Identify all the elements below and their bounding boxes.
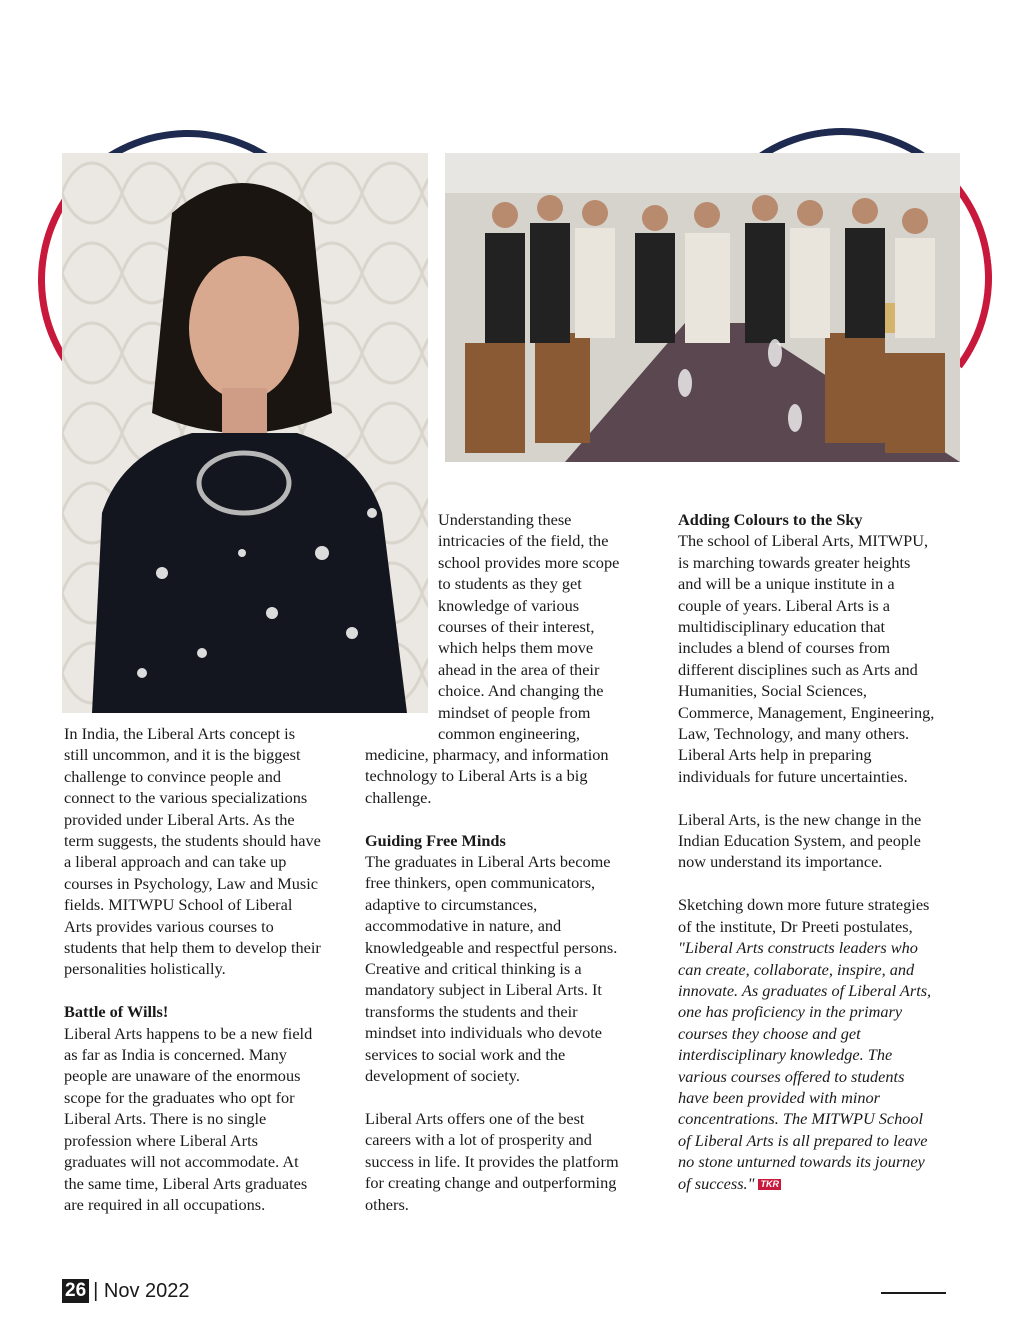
battle-paragraph: [64, 1023, 349, 1216]
text-line: Understanding these: [438, 510, 572, 529]
text-line: Humanities, Social Sciences,: [678, 681, 867, 701]
text-line: now understand its importance.: [678, 852, 883, 872]
text-line: Commerce, Management, Engineering,: [678, 702, 935, 722]
quote-line: of Liberal Arts is all prepared to leave: [678, 1130, 928, 1150]
column-2: [365, 744, 650, 1215]
text-line: Liberal Arts happens to be a new field: [64, 1023, 313, 1043]
page-number: 26: [62, 1279, 89, 1303]
text-line: scope for the graduates who opt for: [64, 1087, 295, 1107]
text-line: knowledgeable and respectful persons.: [365, 937, 618, 957]
quote-line: innovate. As graduates of Liberal Arts,: [678, 980, 932, 1000]
text-line: Arts provides various courses to: [64, 916, 274, 936]
text-line: accommodative in nature, and: [365, 916, 562, 936]
quote-line: concentrations. The MITWPU School: [678, 1109, 924, 1129]
text-line: challenge to convince people and: [64, 766, 281, 786]
text-line: The school of Liberal Arts, MITWPU,: [678, 531, 929, 551]
text-line: term suggests, the students should have: [64, 831, 321, 851]
text-line: In India, the Liberal Arts concept is: [64, 724, 296, 743]
text-line: mindset of people from: [438, 702, 591, 722]
text-line: which helps them move: [438, 638, 594, 658]
text-line: graduates will not accommodate. At: [64, 1152, 299, 1172]
text-line: adaptive to circumstances,: [365, 894, 538, 914]
intro-paragraph: [64, 723, 349, 980]
footer-rule: [881, 1292, 946, 1294]
text-line: Sketching down more future strategies: [678, 895, 930, 915]
pull-quote: [678, 937, 968, 1194]
quote-line: can create, collaborate, inspire, and: [678, 959, 915, 979]
text-line: includes a blend of courses from: [678, 638, 891, 658]
column-3: [678, 509, 968, 1194]
text-line: personalities holistically.: [64, 959, 226, 979]
text-line: Law, Technology, and many others.: [678, 724, 910, 744]
colours-paragraph: [678, 530, 968, 787]
text-line: careers with a lot of prosperity and: [365, 1130, 592, 1150]
text-line: to students as they get: [438, 574, 582, 594]
text-line: services to social work and the: [365, 1044, 566, 1064]
text-line: people are unaware of the enormous: [64, 1066, 301, 1086]
text-line: couple of years. Liberal Arts is a: [678, 595, 891, 615]
text-line: of the institute, Dr Preeti postulates,: [678, 916, 913, 936]
quote-line: various courses offered to students: [678, 1066, 905, 1086]
quote-line: courses they choose and get: [678, 1023, 861, 1043]
text-line: multidisciplinary education that: [678, 617, 886, 637]
text-line: provided under Liberal Arts. As the: [64, 809, 295, 829]
text-line: mandatory subject in Liberal Arts. It: [365, 980, 602, 1000]
text-line: common engineering,: [438, 724, 580, 744]
offers-paragraph: [365, 1108, 650, 1215]
text-line: as far as India is concerned. Many: [64, 1045, 287, 1065]
quote-line: of success.": [678, 1173, 755, 1193]
quote-line: have been provided with minor: [678, 1087, 880, 1107]
text-line: Liberal Arts offers one of the best: [365, 1108, 585, 1128]
guiding-paragraph: [365, 851, 650, 1086]
text-line: fields. MITWPU School of Liberal: [64, 895, 293, 915]
text-line: Creative and critical thinking is a: [365, 959, 582, 979]
text-line: school provides more scope: [438, 552, 620, 572]
text-line: development of society.: [365, 1066, 520, 1086]
text-line: others.: [365, 1194, 409, 1214]
text-line: a liberal approach and can take up: [64, 852, 287, 872]
text-line: courses of their interest,: [438, 617, 595, 637]
text-line: for creating change and outperforming: [365, 1173, 617, 1193]
quote-line: one has proficiency in the primary: [678, 1002, 903, 1022]
understanding-paragraph-wide: [365, 744, 650, 808]
text-line: choice. And changing the: [438, 681, 604, 701]
tkr-end-mark: TKR: [760, 1178, 779, 1189]
text-line: knowledge of various: [438, 595, 580, 615]
text-line: technology to Liberal Arts is a big: [365, 766, 588, 786]
understanding-paragraph-narrow: [438, 509, 653, 744]
text-line: Indian Education System, and people: [678, 831, 921, 851]
text-line: transforms the students and their: [365, 1001, 578, 1021]
page-footer: [62, 1278, 190, 1304]
text-line: challenge.: [365, 787, 432, 807]
section-heading-guiding-free-minds: Guiding Free Minds: [365, 830, 506, 850]
quote-last-line: [678, 1173, 968, 1194]
text-line: different disciplines such as Arts and: [678, 659, 918, 679]
portrait-photo: [62, 153, 428, 713]
text-line: Liberal Arts help in preparing: [678, 745, 872, 765]
sketching-paragraph: [678, 894, 968, 937]
text-line: individuals for future uncertainties.: [678, 766, 908, 786]
text-line: connect to the various specializations: [64, 788, 308, 808]
text-line: Liberal Arts. There is no single: [64, 1109, 267, 1129]
quote-line: interdisciplinary knowledge. The: [678, 1045, 893, 1065]
quote-line: "Liberal Arts constructs leaders who: [678, 938, 918, 958]
text-line: are required in all occupations.: [64, 1194, 266, 1214]
quote-line: no stone unturned towards its journey: [678, 1152, 925, 1172]
text-line: success in life. It provides the platform: [365, 1151, 619, 1171]
text-line: still uncommon, and it is the biggest: [64, 745, 301, 765]
text-line: students that help them to develop their: [64, 938, 321, 958]
text-line: is marching towards greater heights: [678, 552, 911, 572]
section-heading-battle-of-wills: Battle of Wills!: [64, 1002, 169, 1022]
issue-date: | Nov 2022: [93, 1279, 190, 1302]
text-line: and will be a unique institute in a: [678, 574, 895, 594]
section-heading-adding-colours: Adding Colours to the Sky: [678, 510, 863, 529]
text-line: courses in Psychology, Law and Music: [64, 873, 318, 893]
text-line: free thinkers, open communicators,: [365, 873, 596, 893]
text-line: ahead in the area of their: [438, 659, 600, 679]
change-paragraph: [678, 809, 968, 873]
text-line: the same time, Liberal Arts graduates: [64, 1173, 308, 1193]
column-1: [64, 723, 349, 1215]
text-line: Liberal Arts, is the new change in the: [678, 809, 922, 829]
group-photo: [445, 153, 960, 462]
text-line: mindset into individuals who devote: [365, 1023, 602, 1043]
text-line: profession where Liberal Arts: [64, 1130, 258, 1150]
text-line: intricacies of the field, the: [438, 531, 609, 551]
text-line: medicine, pharmacy, and information: [365, 745, 609, 764]
text-line: The graduates in Liberal Arts become: [365, 852, 611, 872]
